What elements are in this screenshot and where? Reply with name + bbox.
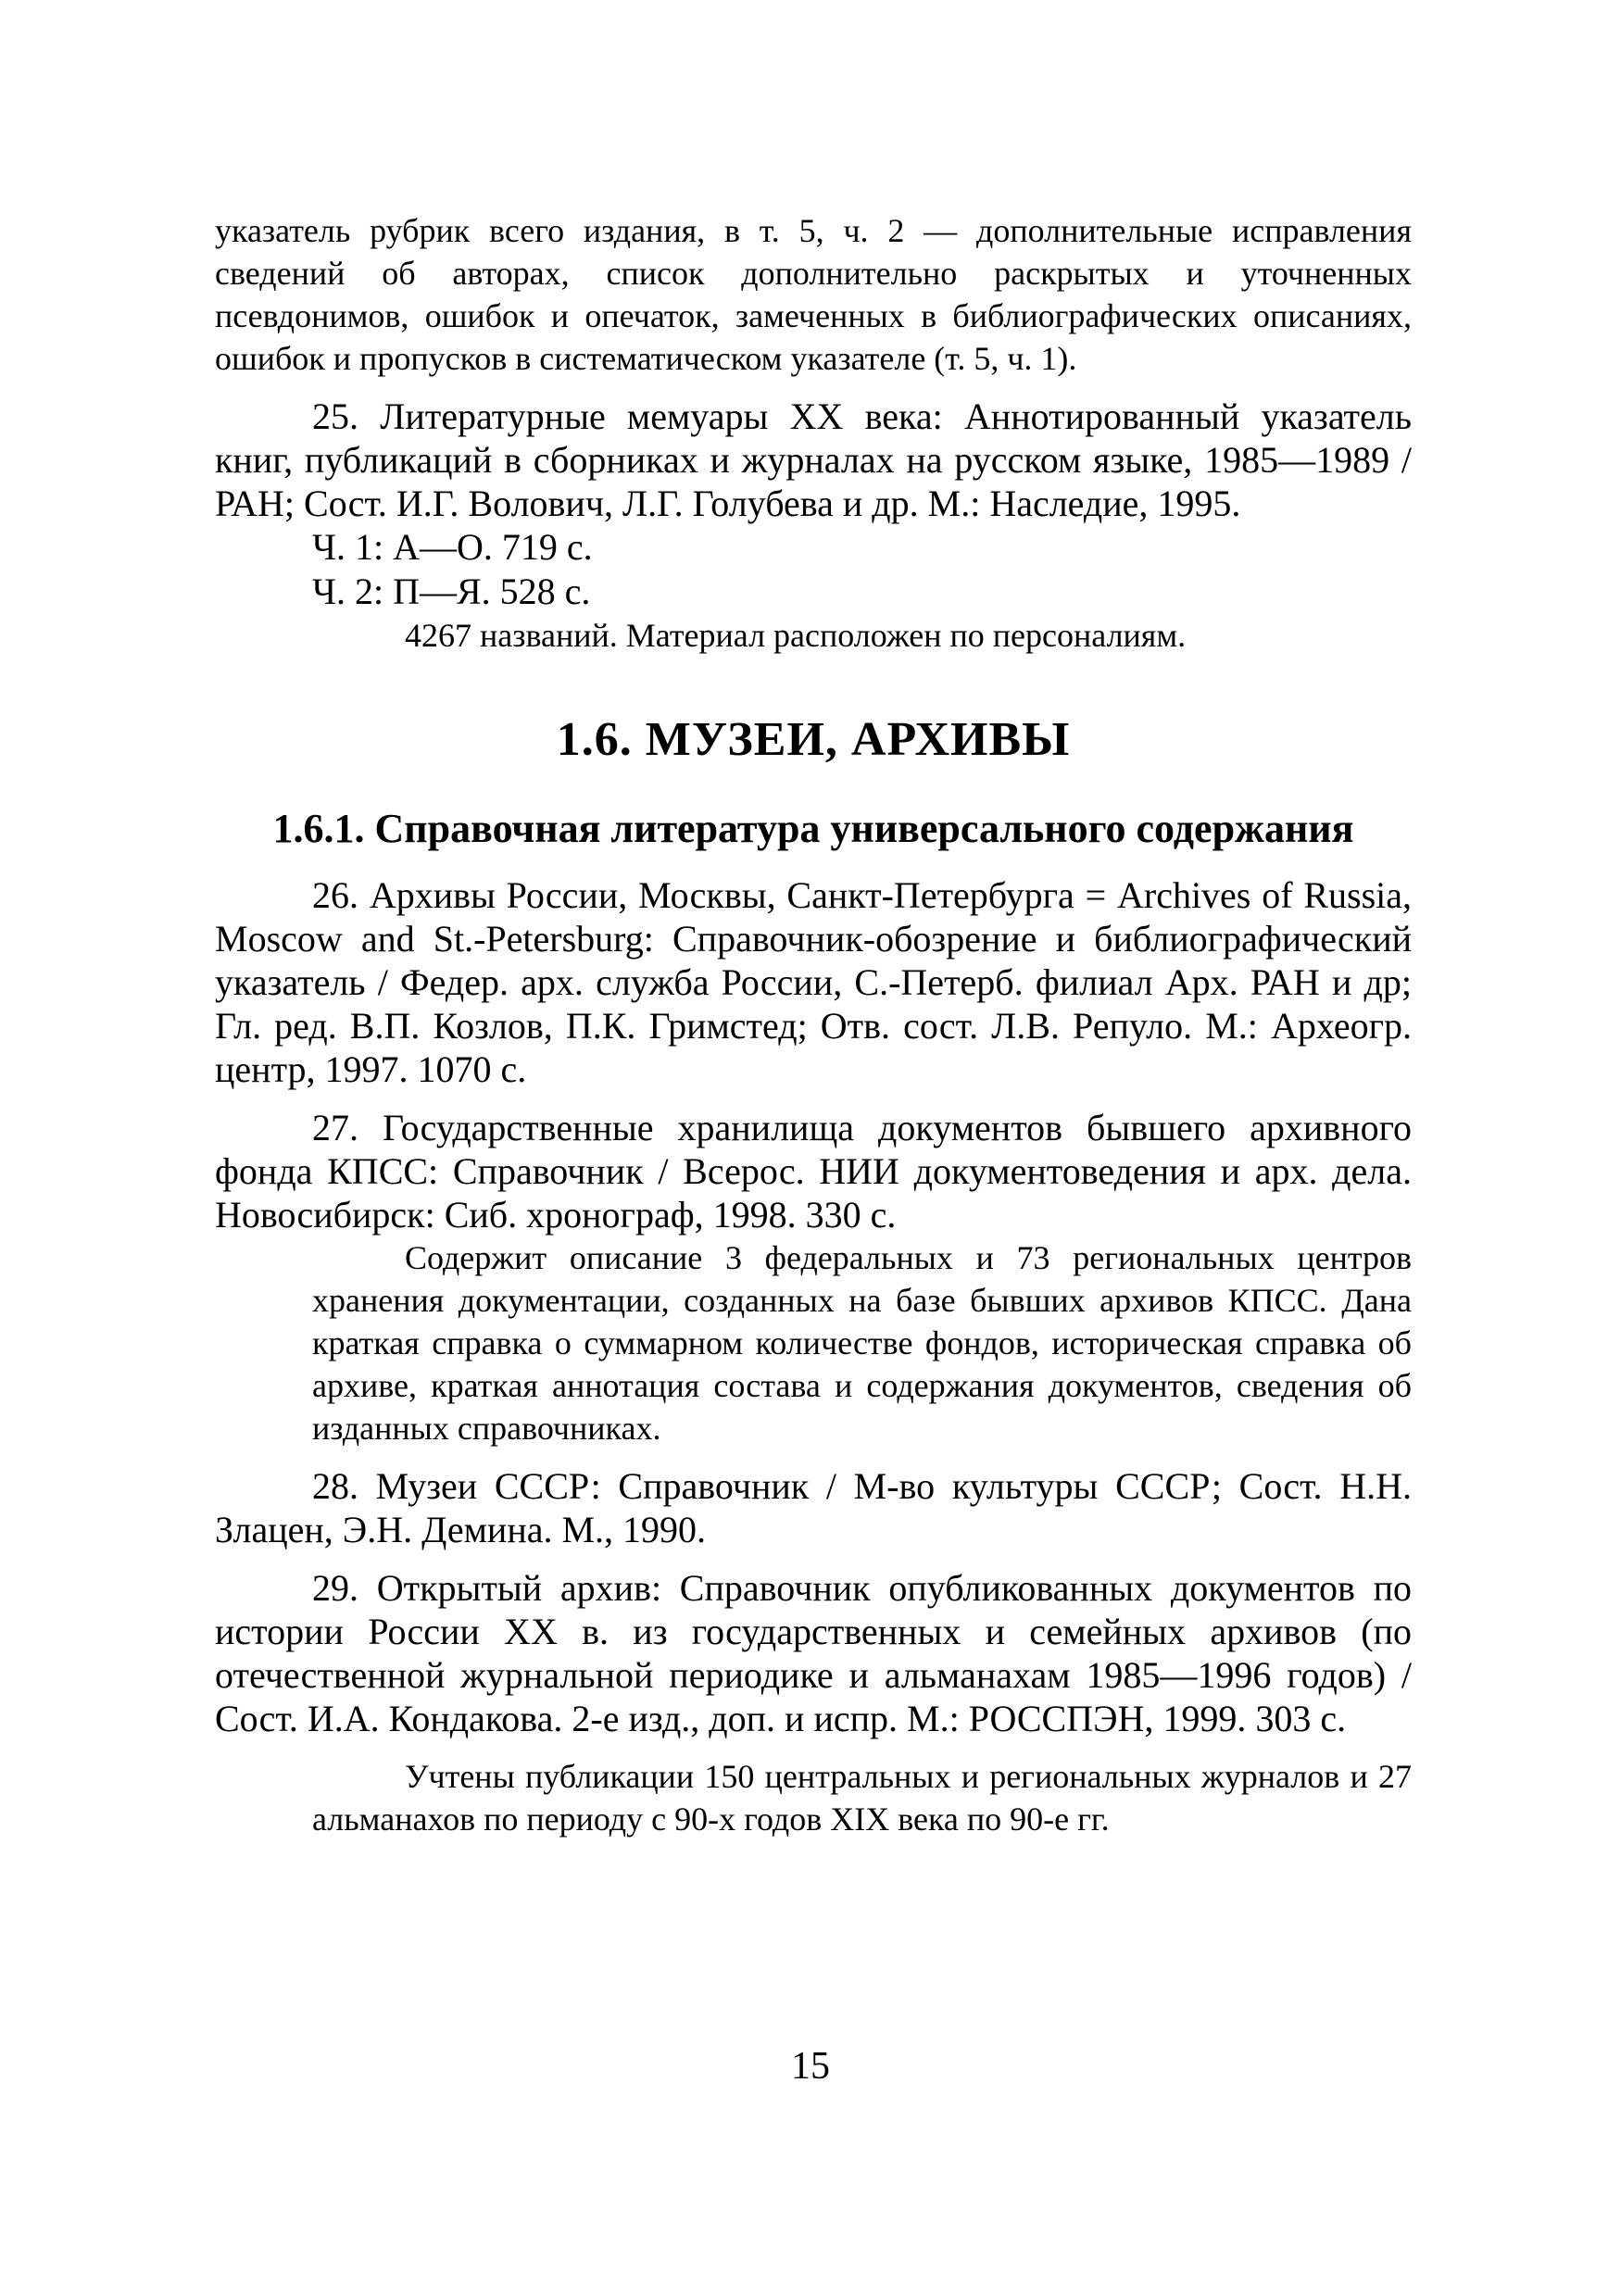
entry-27-note: Содержит описание 3 федеральных и 73 региональных центров хранения документации, созданных на базе бывших архивов КПСС. Дана краткая справка о суммарном количестве фондов, историческая справка об архиве, краткая аннотация состава и содержания документов, сведения об изданных справочниках.	[312, 1239, 1412, 1447]
entry-25-note: 4267 названий. Материал расположен по персоналиям.	[405, 617, 1187, 654]
entry-28: 28. Музеи СССР: Справочник / М-во культуры СССР; Сост. Н.Н. Злацен, Э.Н. Демина. М., 1990.	[215, 1465, 1412, 1550]
entry-25: 25. Литературные мемуары XX века: Аннотированный указатель книг, публикаций в сборниках и журналах на русском языке, 1985—1989 / РАН; Сост. И.Г. Волович, Л.Г. Голубева и др. М.: Наследие, 1995.	[215, 395, 1412, 524]
page-content	[215, 209, 1412, 1840]
entry-29: 29. Открытый архив: Справочник опубликованных документов по истории России XX в. из государственных и семейных архивов (по отечественной журнальной периодике и альманахам 1985—1996 годов) / Сост. И.А. Кондакова. 2-е изд., доп. и испр. М.: РОССПЭН, 1999. 303 с.	[215, 1567, 1412, 1739]
continuation-paragraph: указатель рубрик всего издания, в т. 5, ч. 2 — дополнительные исправления сведений об авторах, список дополнительно раскрытых и уточненных псевдонимов, ошибок и опечаток, замеченных в библиографических описаниях, ошибок и пропусков в систематическом указателе (т. 5, ч. 1).	[215, 212, 1412, 377]
entry-27: 27. Государственные хранилища документов бывшего архивного фонда КПСС: Справочник / Всерос. НИИ документоведения и арх. дела. Новосибирск: Сиб. хронограф, 1998. 330 с.	[215, 1107, 1412, 1236]
page-number: 15	[791, 2045, 830, 2088]
entry-29-note: Учтены публикации 150 центральных и региональных журналов и 27 альманахов по периоду с 90-х годов XIX века по 90-е гг.	[312, 1758, 1412, 1838]
entry-25-volume-2: Ч. 2: П—Я. 528 с.	[312, 571, 591, 612]
section-heading: 1.6. МУЗЕИ, АРХИВЫ	[556, 713, 1071, 766]
subsection-heading: 1.6.1. Справочная литература универсального содержания	[272, 806, 1354, 851]
entry-25-volume-1: Ч. 1: А—О. 719 с.	[312, 526, 593, 568]
entry-26: 26. Архивы России, Москвы, Санкт-Петербурга = Archives of Russia, Moscow and St.-Petersburg: Справочник-обозрение и библиографический указатель / Федер. арх. служба России, С.-Петерб. филиал Арх. РАН и др; Гл. ред. В.П. Козлов, П.К. Гримстед; Отв. сост. Л.В. Репуло. М.: Археогр. центр, 1997. 1070 с.	[215, 874, 1412, 1090]
